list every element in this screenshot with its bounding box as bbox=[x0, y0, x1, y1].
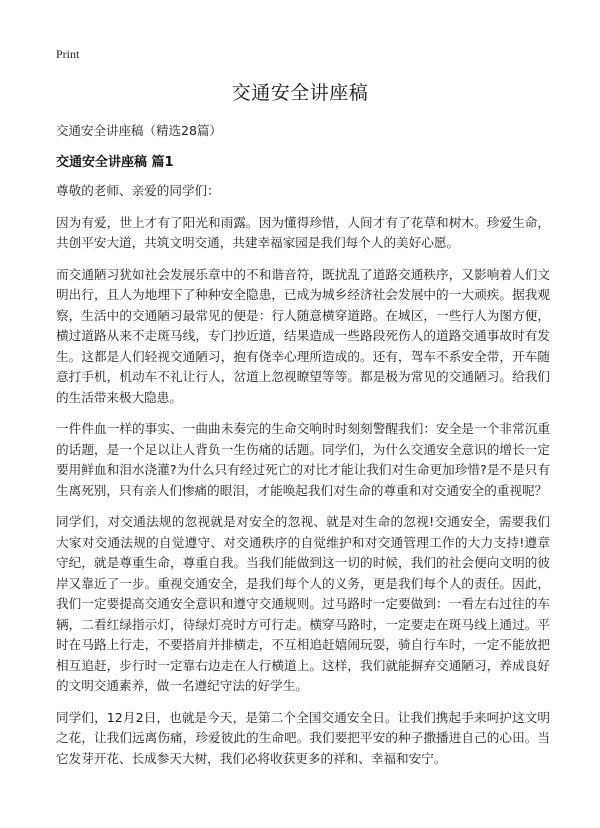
page-title: 交通安全讲座稿 bbox=[231, 82, 369, 104]
paragraph: 而交通陋习犹如社会发展乐章中的不和谐音符，既扰乱了道路交通秩序，又影响着人们文明出行，且人为地埋下了种种安全隐患，已成为城乡经济社会发展中的一大顽疾。据我观察，生活中的交通陋习最常见的便是：行人随意横穿道路。在城区，一些行人为图方便，横过道路从来不走斑马线，专门抄近道，结果造成一些路段死伤人的道路交通事故时有发生。这都是人们轻视交通陋习，抱有侥幸心理所造成的。还有，驾车不系安全带，开车随意打手机，机动车不礼让行人，岔道上忽视瞭望等等。都是极为常见的交通陋习。给我们的生活带来极大隐患。 bbox=[56, 266, 550, 405]
paragraph: 一件件血一样的事实、一曲曲未奏完的生命交响时时刻刻警醒我们：安全是一个非常沉重的话题，是一个足以让人背负一生伤痛的话题。同学们，为什么交通安全意识的增长一定要用鲜血和泪水浇灌?为什么只有经过死亡的对比才能让我们对生命更加珍惜?是不是只有生离死别，只有亲人们惨痛的眼泪，才能唤起我们对生命的尊重和对交通安全的重视呢？ bbox=[56, 421, 550, 498]
paragraph: 同学们，对交通法规的忽视就是对安全的忽视、就是对生命的忽视!交通安全，需要我们大家对交通法规的自觉遵守、对交通秩序的自觉维护和对交通管理工作的大力支持!遵章守纪，就是尊重生命，尊重自我。当我们能做到这一切的时候，我们的社会便向文明的彼岸又靠近了一步。重视交通安全，是我们每个人的义务，更是我们每个人的责任。因此，我们一定要提高交通安全意识和遵守交通规则。过马路时一定要做到：一看左右过往的车辆，二看红绿指示灯，待绿灯亮时方可行走。横穿马路时，一定要走在斑马线上通过。平时在马路上行走，不要搭肩并排横走，不互相追赶嬉闹玩耍，骑自行车时，一定不能放把相互追赶，步行时一定靠右边走在人行横道上。这样，我们就能摒弃交通陋习，养成良好的文明交通素养，做一名遵纪守法的好学生。 bbox=[56, 514, 550, 693]
paragraph-greeting: 尊敬的老师、亲爱的同学们： bbox=[56, 183, 220, 198]
section-heading: 交通安全讲座稿 篇1 bbox=[56, 155, 174, 170]
paragraph: 因为有爱，世上才有了阳光和雨露。因为懂得珍惜，人间才有了花草和树木。珍爱生命，共创平安大道，共筑文明交通，共建幸福家园是我们每个人的美好心愿。 bbox=[56, 214, 550, 250]
print-link[interactable]: Print bbox=[56, 47, 80, 61]
document-subtitle: 交通安全讲座稿（精选28篇） bbox=[56, 123, 222, 138]
document-body bbox=[56, 181, 550, 780]
paragraph: 同学们，12月2日，也就是今天，是第二个全国交通安全日。让我们携起手来呵护这文明之花，让我们远离伤痛，珍爱彼此的生命吧。我们要把平安的种子撒播进自己的心田。当它发芽开花、长成参天大树，我们必将收获更多的祥和、幸福和安宁。 bbox=[56, 709, 550, 766]
